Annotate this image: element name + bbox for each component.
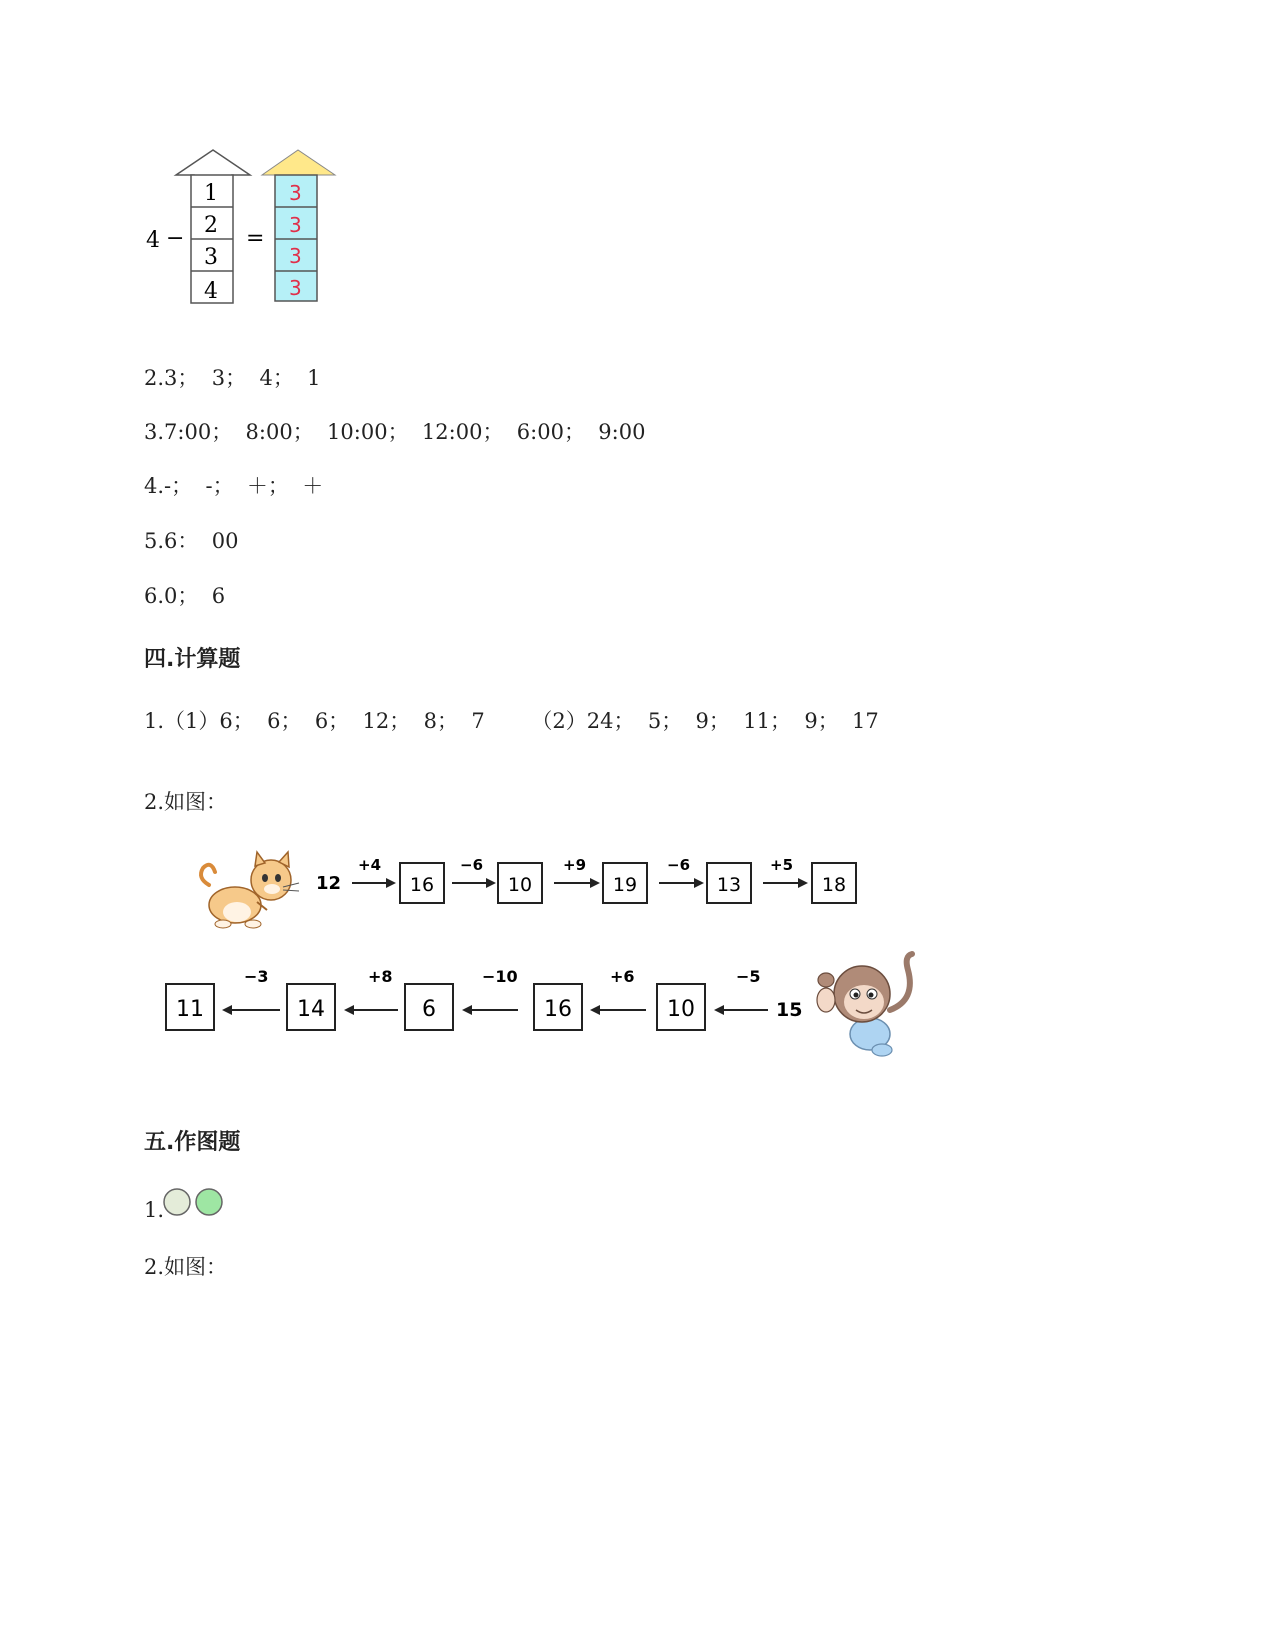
subtrahend-cell: 2 bbox=[204, 213, 218, 238]
chain-op-label: −3 bbox=[244, 967, 269, 986]
answer-line: 4.-； -； ＋； ＋ bbox=[144, 474, 324, 498]
arrow-head-icon bbox=[714, 1005, 724, 1015]
chain-step bbox=[452, 856, 542, 903]
result-cell: 3 bbox=[289, 276, 302, 300]
chain-start-number: 15 bbox=[776, 999, 803, 1021]
chain-op-label: −6 bbox=[460, 856, 484, 874]
answer-line: 2.如图： bbox=[144, 790, 228, 814]
chain-step bbox=[659, 856, 751, 903]
answer-line: 2.3； 3； 4； 1 bbox=[144, 366, 321, 390]
result-cell: 3 bbox=[289, 213, 302, 237]
right-tower bbox=[275, 175, 317, 301]
arrow-head-icon bbox=[590, 1005, 600, 1015]
chain-bottom bbox=[160, 960, 820, 1040]
circles-answer bbox=[160, 1185, 230, 1221]
circle-shape bbox=[196, 1189, 222, 1215]
chain-box-value: 11 bbox=[176, 997, 204, 1022]
chain-op-label: −5 bbox=[736, 967, 761, 986]
chain-step bbox=[554, 856, 647, 903]
question-number: 1. bbox=[144, 1198, 165, 1222]
subtrahend-cell: 3 bbox=[204, 245, 218, 270]
equals-sign: = bbox=[246, 226, 265, 251]
chain-op-label: +6 bbox=[610, 967, 635, 986]
arrow-head-icon bbox=[344, 1005, 354, 1015]
arrow-head-icon bbox=[486, 878, 496, 888]
chain-box-value: 10 bbox=[667, 997, 695, 1022]
chain-start-number: 12 bbox=[316, 873, 342, 894]
chain-box-value: 14 bbox=[297, 997, 325, 1022]
chain-box-value: 16 bbox=[409, 874, 435, 896]
result-cell: 3 bbox=[289, 244, 302, 268]
result-cell: 3 bbox=[289, 181, 302, 205]
left-tower-roof bbox=[176, 150, 250, 178]
subtraction-tower-figure bbox=[140, 145, 360, 315]
arrow-head-icon bbox=[462, 1005, 472, 1015]
answer-line: 6.0； 6 bbox=[144, 584, 226, 608]
chain-op-label: +4 bbox=[358, 856, 382, 874]
arrow-head-icon bbox=[386, 878, 396, 888]
section-heading: 五.作图题 bbox=[144, 1130, 241, 1155]
answer-line: 3.7:00； 8:00； 10:00； 12:00； 6:00； 9:00 bbox=[144, 420, 646, 444]
answer-line: 5.6： 00 bbox=[144, 529, 239, 553]
chain-box-value: 6 bbox=[422, 997, 436, 1022]
chain-box-value: 18 bbox=[821, 874, 847, 896]
cat-illustration bbox=[195, 850, 305, 930]
minuend-label: 4 bbox=[146, 228, 160, 253]
circle-shape bbox=[164, 1189, 190, 1215]
answer-line: 1.（1）6； 6； 6； 12； 8； 7 （2）24； 5； 9； 11； 9； 17 bbox=[144, 709, 879, 733]
chain-op-label: −10 bbox=[482, 967, 518, 986]
chain-box-value: 16 bbox=[544, 997, 572, 1022]
chain-box-value: 10 bbox=[507, 874, 533, 896]
arrow-head-icon bbox=[694, 878, 704, 888]
left-tower bbox=[191, 175, 233, 304]
chain-op-label: +9 bbox=[563, 856, 587, 874]
arrow-head-icon bbox=[798, 878, 808, 888]
right-tower-roof bbox=[262, 150, 335, 175]
chain-op-label: −6 bbox=[667, 856, 691, 874]
minus-sign: − bbox=[166, 226, 185, 251]
answer-line: 2.如图： bbox=[144, 1255, 228, 1279]
chain-top bbox=[310, 850, 870, 910]
subtrahend-cell: 1 bbox=[204, 181, 218, 206]
section-heading: 四.计算题 bbox=[144, 647, 241, 672]
chain-op-label: +5 bbox=[770, 856, 794, 874]
chain-step bbox=[763, 856, 856, 903]
monkey-illustration bbox=[812, 950, 922, 1060]
chain-box-value: 19 bbox=[612, 874, 638, 896]
subtrahend-cell: 4 bbox=[204, 279, 218, 304]
chain-step bbox=[352, 856, 444, 903]
chain-box-value: 13 bbox=[716, 874, 742, 896]
chain-op-label: +8 bbox=[368, 967, 393, 986]
arrow-head-icon bbox=[222, 1005, 232, 1015]
arrow-head-icon bbox=[590, 878, 600, 888]
